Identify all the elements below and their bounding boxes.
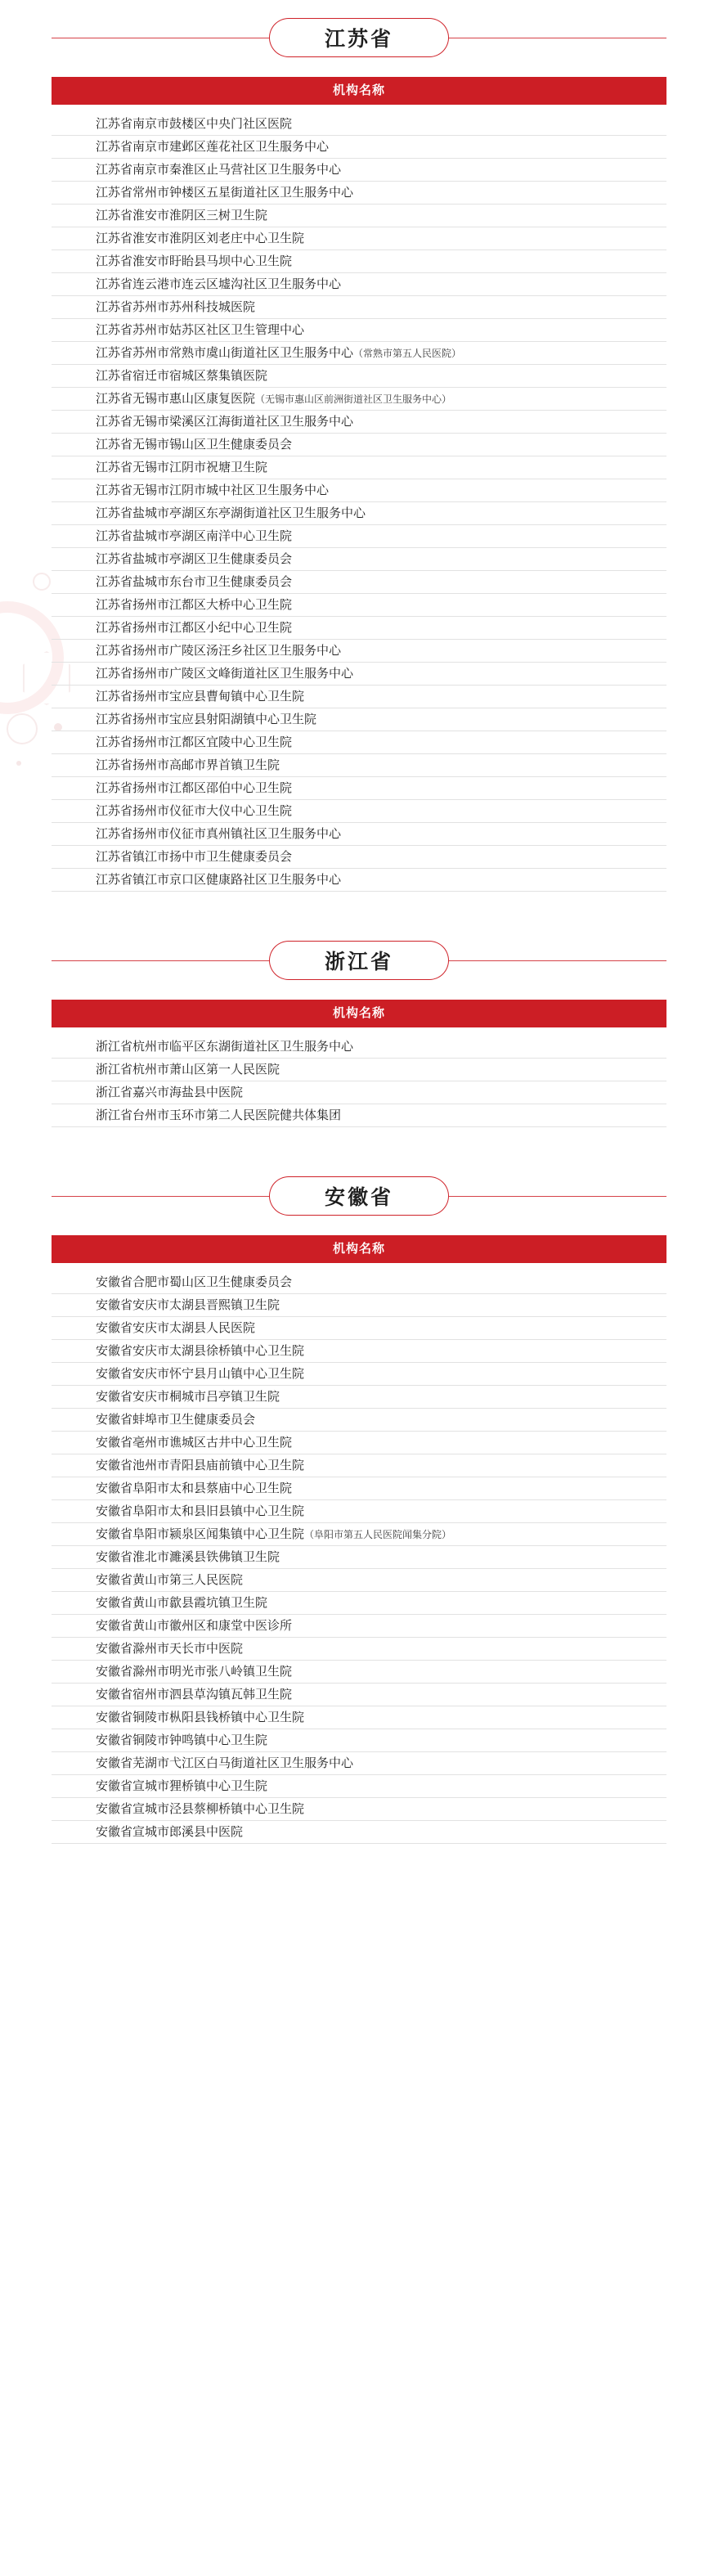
institution-note: （阜阳市第五人民医院闻集分院） <box>304 1529 452 1540</box>
table-row <box>52 1386 666 1409</box>
table-row <box>52 1409 666 1432</box>
institution-name: 安徽省黄山市徽州区和康堂中医诊所 <box>96 1619 293 1633</box>
institution-name: 安徽省合肥市蜀山区卫生健康委员会 <box>96 1275 293 1289</box>
institution-name: 江苏省淮安市淮阴区刘老庄中心卫生院 <box>96 232 305 245</box>
table-row <box>52 1523 666 1546</box>
table-row <box>52 1684 666 1706</box>
table-row <box>52 159 666 182</box>
institution-name: 江苏省连云港市连云区墟沟社区卫生服务中心 <box>96 277 342 291</box>
table-row <box>52 869 666 892</box>
table-row <box>52 1104 666 1127</box>
institution-name: 安徽省铜陵市钟鸣镇中心卫生院 <box>96 1733 268 1747</box>
table-row <box>52 1798 666 1821</box>
institution-name: 江苏省扬州市江都区宜陵中心卫生院 <box>96 735 293 749</box>
table-row <box>52 731 666 754</box>
table-row <box>52 319 666 342</box>
table-anhui <box>52 1235 666 1849</box>
title-box <box>298 941 420 980</box>
institution-name: 江苏省扬州市高邮市界首镇卫生院 <box>96 758 280 772</box>
top-spacer <box>0 0 718 18</box>
province-name: 浙江省 <box>324 951 393 973</box>
spacer <box>0 57 718 77</box>
table-row <box>52 1706 666 1729</box>
table-row <box>52 1775 666 1798</box>
table-column-header: 机构名称 <box>52 1235 666 1263</box>
table-row <box>52 1432 666 1454</box>
institution-name: 安徽省宣城市狸桥镇中心卫生院 <box>96 1779 268 1793</box>
title-cap-left <box>269 18 298 57</box>
institution-name: 江苏省苏州市苏州科技城医院 <box>96 300 256 314</box>
table-row <box>52 502 666 525</box>
table-row <box>52 1569 666 1592</box>
spacer <box>0 980 718 1000</box>
institution-name: 安徽省安庆市桐城市吕亭镇卫生院 <box>96 1390 280 1404</box>
institution-name: 安徽省黄山市第三人民医院 <box>96 1573 244 1587</box>
institution-name: 安徽省宣城市泾县蔡柳桥镇中心卫生院 <box>96 1802 305 1816</box>
table-row <box>52 434 666 456</box>
institution-name: 浙江省杭州市萧山区第一人民医院 <box>96 1063 280 1077</box>
table-column-header: 机构名称 <box>52 77 666 105</box>
institution-name: 江苏省苏州市常熟市虞山街道社区卫生服务中心 <box>96 346 354 360</box>
institution-name: 安徽省滁州市明光市张八岭镇卫生院 <box>96 1665 293 1679</box>
table-row <box>52 686 666 708</box>
institution-name: 安徽省阜阳市颍泉区闻集镇中心卫生院 <box>96 1527 305 1541</box>
institution-name: 安徽省安庆市太湖县人民医院 <box>96 1321 256 1335</box>
table-row <box>52 1821 666 1844</box>
spacer <box>0 1216 718 1235</box>
table-row <box>52 250 666 273</box>
institution-name: 安徽省蚌埠市卫生健康委员会 <box>96 1413 256 1427</box>
institution-name: 安徽省安庆市怀宁县月山镇中心卫生院 <box>96 1367 305 1381</box>
table-row <box>52 1638 666 1661</box>
institution-name: 安徽省阜阳市太和县旧县镇中心卫生院 <box>96 1504 305 1518</box>
title-cap-right <box>420 18 449 57</box>
table-row <box>52 1592 666 1615</box>
province-title-zhejiang <box>52 941 666 980</box>
table-row <box>52 754 666 777</box>
table-row <box>52 1752 666 1775</box>
institution-name: 江苏省淮安市盱眙县马坝中心卫生院 <box>96 254 293 268</box>
institution-name: 安徽省池州市青阳县庙前镇中心卫生院 <box>96 1459 305 1472</box>
institution-name: 安徽省阜阳市太和县蔡庙中心卫生院 <box>96 1481 293 1495</box>
title-rule-left <box>52 1196 269 1197</box>
institution-name: 江苏省南京市建邺区莲花社区卫生服务中心 <box>96 140 330 154</box>
table-row <box>52 1036 666 1059</box>
institution-name: 江苏省无锡市江阴市祝塘卫生院 <box>96 461 268 474</box>
institution-name: 江苏省淮安市淮阴区三树卫生院 <box>96 209 268 223</box>
table-row <box>52 1477 666 1500</box>
institution-name: 浙江省嘉兴市海盐县中医院 <box>96 1086 244 1099</box>
table-row <box>52 1294 666 1317</box>
institution-note: （无锡市惠山区前洲街道社区卫生服务中心） <box>255 393 452 405</box>
table-zhejiang <box>52 1000 666 1132</box>
table-row <box>52 1059 666 1081</box>
institution-name: 江苏省扬州市广陵区汤汪乡社区卫生服务中心 <box>96 644 342 658</box>
title-cap-right <box>420 1176 449 1216</box>
table-row <box>52 388 666 411</box>
institution-note: （常熟市第五人民医院） <box>353 348 462 359</box>
table-row <box>52 1271 666 1294</box>
spacer <box>0 1132 718 1176</box>
table-row <box>52 1340 666 1363</box>
table-row <box>52 411 666 434</box>
table-row <box>52 525 666 548</box>
institution-name: 江苏省盐城市东台市卫生健康委员会 <box>96 575 293 589</box>
institution-name: 江苏省扬州市仪征市大仪中心卫生院 <box>96 804 293 818</box>
table-row <box>52 708 666 731</box>
table-row <box>52 296 666 319</box>
institution-name: 安徽省淮北市濉溪县铁佛镇卫生院 <box>96 1550 280 1564</box>
spacer <box>0 897 718 941</box>
table-row <box>52 1729 666 1752</box>
institution-name: 江苏省扬州市江都区大桥中心卫生院 <box>96 598 293 612</box>
table-row <box>52 1317 666 1340</box>
table-row <box>52 617 666 640</box>
institution-name: 安徽省芜湖市弋江区白马街道社区卫生服务中心 <box>96 1756 354 1770</box>
title-rule-right <box>449 960 666 961</box>
institution-name: 安徽省黄山市歙县霞坑镇卫生院 <box>96 1596 268 1610</box>
table-row <box>52 571 666 594</box>
institution-name: 江苏省无锡市锡山区卫生健康委员会 <box>96 438 293 452</box>
institution-name: 安徽省滁州市天长市中医院 <box>96 1642 244 1656</box>
institution-name: 江苏省南京市秦淮区止马营社区卫生服务中心 <box>96 163 342 177</box>
institution-name: 安徽省安庆市太湖县晋熙镇卫生院 <box>96 1298 280 1312</box>
institution-name: 安徽省安庆市太湖县徐桥镇中心卫生院 <box>96 1344 305 1358</box>
province-title-anhui <box>52 1176 666 1216</box>
institution-name: 安徽省亳州市谯城区古井中心卫生院 <box>96 1436 293 1450</box>
table-row <box>52 823 666 846</box>
institution-name: 江苏省宿迁市宿城区蔡集镇医院 <box>96 369 268 383</box>
table-row <box>52 594 666 617</box>
institution-name: 江苏省扬州市广陵区文峰街道社区卫生服务中心 <box>96 667 354 681</box>
province-title-jiangsu <box>52 18 666 57</box>
table-row <box>52 1500 666 1523</box>
table-row <box>52 846 666 869</box>
institution-name: 江苏省扬州市江都区邵伯中心卫生院 <box>96 781 293 795</box>
institution-name: 江苏省无锡市梁溪区江海街道社区卫生服务中心 <box>96 415 354 429</box>
table-row <box>52 640 666 663</box>
institution-name: 浙江省台州市玉环市第二人民医院健共体集团 <box>96 1108 342 1122</box>
institution-name: 江苏省盐城市亭湖区南洋中心卫生院 <box>96 529 293 543</box>
table-row <box>52 1661 666 1684</box>
institution-name: 江苏省无锡市江阴市城中社区卫生服务中心 <box>96 483 330 497</box>
table-row <box>52 456 666 479</box>
title-cap-left <box>269 941 298 980</box>
title-cap-right <box>420 941 449 980</box>
institution-name: 江苏省扬州市宝应县曹甸镇中心卫生院 <box>96 690 305 704</box>
institution-name: 江苏省无锡市惠山区康复医院 <box>96 392 256 406</box>
table-row <box>52 205 666 227</box>
title-rule-left <box>52 960 269 961</box>
table-body <box>52 1027 666 1132</box>
title-cap-left <box>269 1176 298 1216</box>
institution-name: 江苏省镇江市扬中市卫生健康委员会 <box>96 850 293 864</box>
table-row <box>52 1454 666 1477</box>
table-row <box>52 548 666 571</box>
title-rule-right <box>449 1196 666 1197</box>
table-row <box>52 800 666 823</box>
institution-name: 江苏省苏州市姑苏区社区卫生管理中心 <box>96 323 305 337</box>
institution-name: 江苏省南京市鼓楼区中央门社区医院 <box>96 117 293 131</box>
institution-name: 江苏省镇江市京口区健康路社区卫生服务中心 <box>96 873 342 887</box>
table-row <box>52 1081 666 1104</box>
table-row <box>52 342 666 365</box>
table-row <box>52 777 666 800</box>
institution-name: 江苏省扬州市江都区小纪中心卫生院 <box>96 621 293 635</box>
institution-name: 浙江省杭州市临平区东湖街道社区卫生服务中心 <box>96 1040 354 1054</box>
table-row <box>52 365 666 388</box>
institution-name: 安徽省宿州市泗县草沟镇瓦韩卫生院 <box>96 1688 293 1702</box>
table-row <box>52 273 666 296</box>
table-row <box>52 1363 666 1386</box>
province-name: 江苏省 <box>324 28 393 51</box>
province-name: 安徽省 <box>324 1186 393 1209</box>
table-row <box>52 136 666 159</box>
title-box <box>298 18 420 57</box>
table-body <box>52 105 666 897</box>
institution-name: 江苏省常州市钟楼区五星街道社区卫生服务中心 <box>96 186 354 200</box>
institution-name: 江苏省扬州市仪征市真州镇社区卫生服务中心 <box>96 827 342 841</box>
table-row <box>52 1615 666 1638</box>
table-column-header: 机构名称 <box>52 1000 666 1027</box>
table-row <box>52 227 666 250</box>
table-body <box>52 1263 666 1849</box>
institution-name: 安徽省宣城市郎溪县中医院 <box>96 1825 244 1839</box>
institution-name: 江苏省盐城市亭湖区卫生健康委员会 <box>96 552 293 566</box>
table-row <box>52 1546 666 1569</box>
table-row <box>52 182 666 205</box>
institution-name: 江苏省盐城市亭湖区东亭湖街道社区卫生服务中心 <box>96 506 366 520</box>
institution-name: 安徽省铜陵市枞阳县钱桥镇中心卫生院 <box>96 1711 305 1724</box>
table-row <box>52 113 666 136</box>
institution-name: 江苏省扬州市宝应县射阳湖镇中心卫生院 <box>96 713 317 726</box>
table-row <box>52 663 666 686</box>
title-box <box>298 1176 420 1216</box>
table-row <box>52 479 666 502</box>
table-jiangsu <box>52 77 666 897</box>
